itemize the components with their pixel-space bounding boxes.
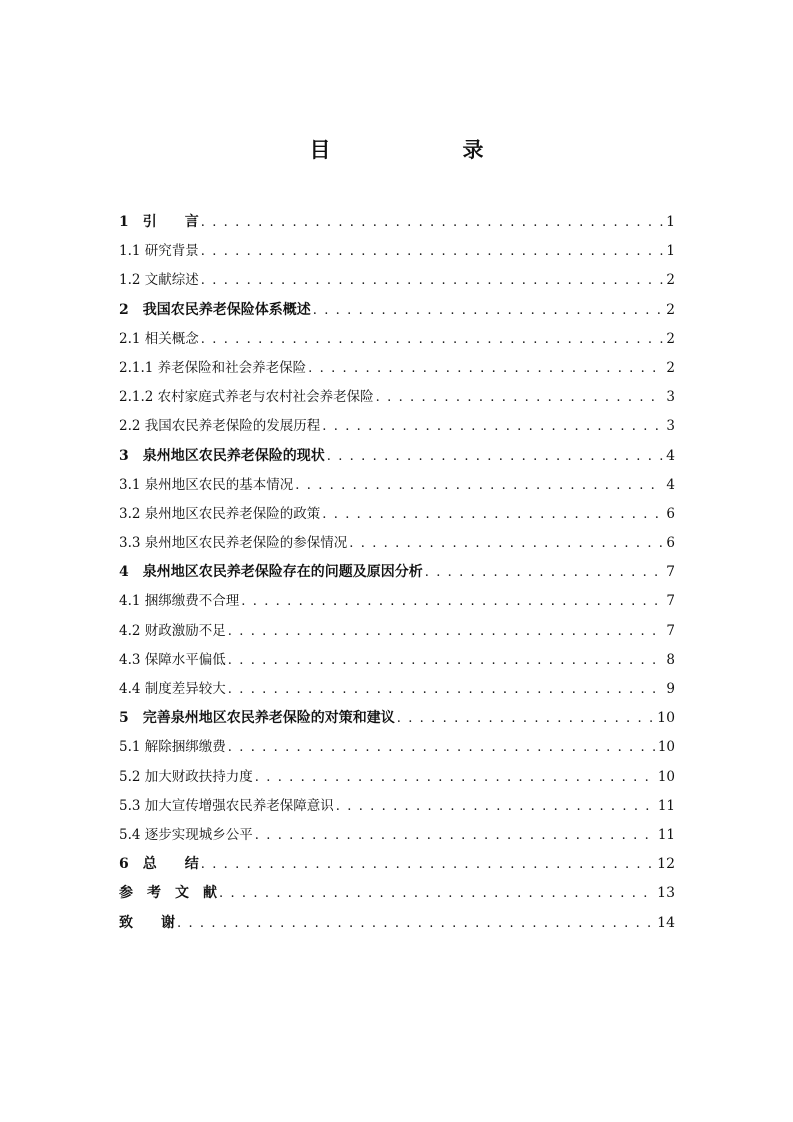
toc-entry-label: 5.4 逐步实现城乡公平 [119, 826, 253, 843]
toc-entry[interactable] [119, 617, 675, 646]
toc-entry-page-number: 10 [657, 768, 675, 785]
dot-leader [228, 733, 656, 762]
toc-entry[interactable] [119, 675, 675, 704]
dot-leader [201, 266, 663, 295]
toc-entry-label: 3.1 泉州地区农民的基本情况 [119, 476, 294, 493]
toc-entry-page-number: 14 [657, 914, 675, 931]
toc-entry[interactable] [119, 909, 675, 938]
toc-entry[interactable] [119, 704, 675, 733]
dot-leader [201, 850, 655, 879]
toc-entry[interactable] [119, 237, 675, 266]
dot-leader [327, 442, 663, 471]
dot-leader [201, 208, 663, 237]
toc-entry-page-number: 6 [666, 535, 675, 552]
dot-leader [336, 792, 656, 821]
toc-entry-page-number: 1 [666, 214, 675, 230]
dot-leader [177, 909, 655, 938]
toc-entry[interactable] [119, 821, 675, 850]
toc-entry-page-number: 2 [666, 301, 675, 318]
toc-entry-page-number: 4 [666, 447, 675, 464]
toc-entry-page-number: 2 [666, 330, 675, 347]
toc-entry[interactable] [119, 354, 675, 383]
toc-entry-label: 5 完善泉州地区农民养老保险的对策和建议 [119, 710, 395, 727]
toc-entry-label: 4.1 捆绑缴费不合理 [119, 593, 240, 610]
toc-entry[interactable] [119, 850, 675, 879]
toc-entry-page-number: 8 [666, 651, 675, 668]
toc-entry[interactable] [119, 383, 675, 412]
dot-leader [313, 296, 663, 325]
toc-entry[interactable] [119, 442, 675, 471]
toc-entry-label: 1.1 研究背景 [119, 243, 199, 260]
toc-entry-label: 4.2 财政激励不足 [119, 622, 226, 639]
toc-entry-label: 2.1.1 养老保险和社会养老保险 [119, 359, 307, 376]
toc-entry-label: 4.3 保障水平偏低 [119, 651, 226, 668]
toc-entry-page-number: 2 [666, 359, 675, 376]
toc-entry-page-number: 9 [666, 681, 675, 697]
toc-entry[interactable] [119, 792, 675, 821]
dot-leader [322, 412, 663, 441]
toc-entry-page-number: 6 [666, 505, 675, 522]
toc-entry-label: 3 泉州地区农民养老保险的现状 [119, 447, 325, 464]
toc-entry-page-number: 10 [657, 739, 675, 756]
toc-entry[interactable] [119, 587, 675, 616]
dot-leader [201, 237, 663, 266]
toc-entry[interactable] [119, 412, 675, 441]
toc-entry-page-number: 3 [666, 418, 675, 435]
dot-leader [295, 471, 663, 500]
dot-leader [219, 879, 655, 908]
dot-leader [397, 704, 655, 733]
toc-entry-label: 1 引 言 [119, 214, 199, 230]
toc-entry-page-number: 7 [666, 622, 675, 639]
toc-entry-page-number: 13 [657, 885, 675, 902]
toc-entry[interactable] [119, 208, 675, 237]
dot-leader [425, 558, 663, 587]
toc-entry-page-number: 11 [657, 826, 675, 843]
dot-leader [255, 763, 656, 792]
toc-entry-label: 致 谢 [119, 914, 175, 931]
dot-leader [255, 821, 656, 850]
dot-leader [201, 325, 663, 354]
dot-leader [228, 617, 663, 646]
toc-entry-label: 2.1 相关概念 [119, 330, 199, 347]
toc-entry-page-number: 7 [666, 564, 675, 581]
toc-entry-label: 3.2 泉州地区农民养老保险的政策 [119, 505, 321, 522]
toc-entry[interactable] [119, 325, 675, 354]
toc-entry-label: 6 总 结 [119, 856, 199, 873]
toc-entry[interactable] [119, 646, 675, 675]
toc-entry-page-number: 4 [666, 476, 675, 493]
toc-entry-label: 1.2 文献综述 [119, 272, 199, 289]
toc-entry[interactable] [119, 558, 675, 587]
toc-entry[interactable] [119, 471, 675, 500]
dot-leader [308, 354, 663, 383]
dot-leader [241, 587, 663, 616]
toc-entry-page-number: 10 [657, 710, 675, 727]
toc-entry-label: 参 考 文 献 [119, 885, 217, 902]
toc-entry-label: 2 我国农民养老保险体系概述 [119, 301, 311, 318]
toc-entry[interactable] [119, 529, 675, 558]
toc-entry[interactable] [119, 500, 675, 529]
toc-entry-page-number: 11 [657, 797, 675, 814]
toc-title: 目 录 [309, 137, 514, 162]
dot-leader [376, 383, 663, 412]
toc-entry[interactable] [119, 733, 675, 762]
toc-entry[interactable] [119, 763, 675, 792]
toc-entry-page-number: 3 [666, 389, 675, 406]
toc-entry-label: 5.2 加大财政扶持力度 [119, 768, 253, 785]
toc-entry-label: 4 泉州地区农民养老保险存在的问题及原因分析 [119, 564, 423, 581]
dot-leader [322, 500, 663, 529]
toc-entry-label: 5.1 解除捆绑缴费 [119, 739, 226, 756]
toc-entry-page-number: 2 [666, 272, 675, 289]
toc-entry[interactable] [119, 296, 675, 325]
toc-entry-label: 2.1.2 农村家庭式养老与农村社会养老保险 [119, 389, 374, 406]
toc-entry-label: 2.2 我国农民养老保险的发展历程 [119, 418, 321, 435]
toc-entry-label: 3.3 泉州地区农民养老保险的参保情况 [119, 535, 348, 552]
toc-entry[interactable] [119, 879, 675, 908]
table-of-contents [119, 208, 675, 938]
toc-entry[interactable] [119, 266, 675, 295]
dot-leader [228, 646, 663, 675]
toc-entry-page-number: 7 [666, 593, 675, 610]
dot-leader [228, 675, 663, 704]
toc-entry-page-number: 12 [657, 856, 675, 873]
toc-entry-label: 5.3 加大宣传增强农民养老保障意识 [119, 797, 334, 814]
dot-leader [349, 529, 663, 558]
toc-entry-label: 4.4 制度差异较大 [119, 681, 226, 697]
toc-entry-page-number: 1 [666, 243, 675, 260]
